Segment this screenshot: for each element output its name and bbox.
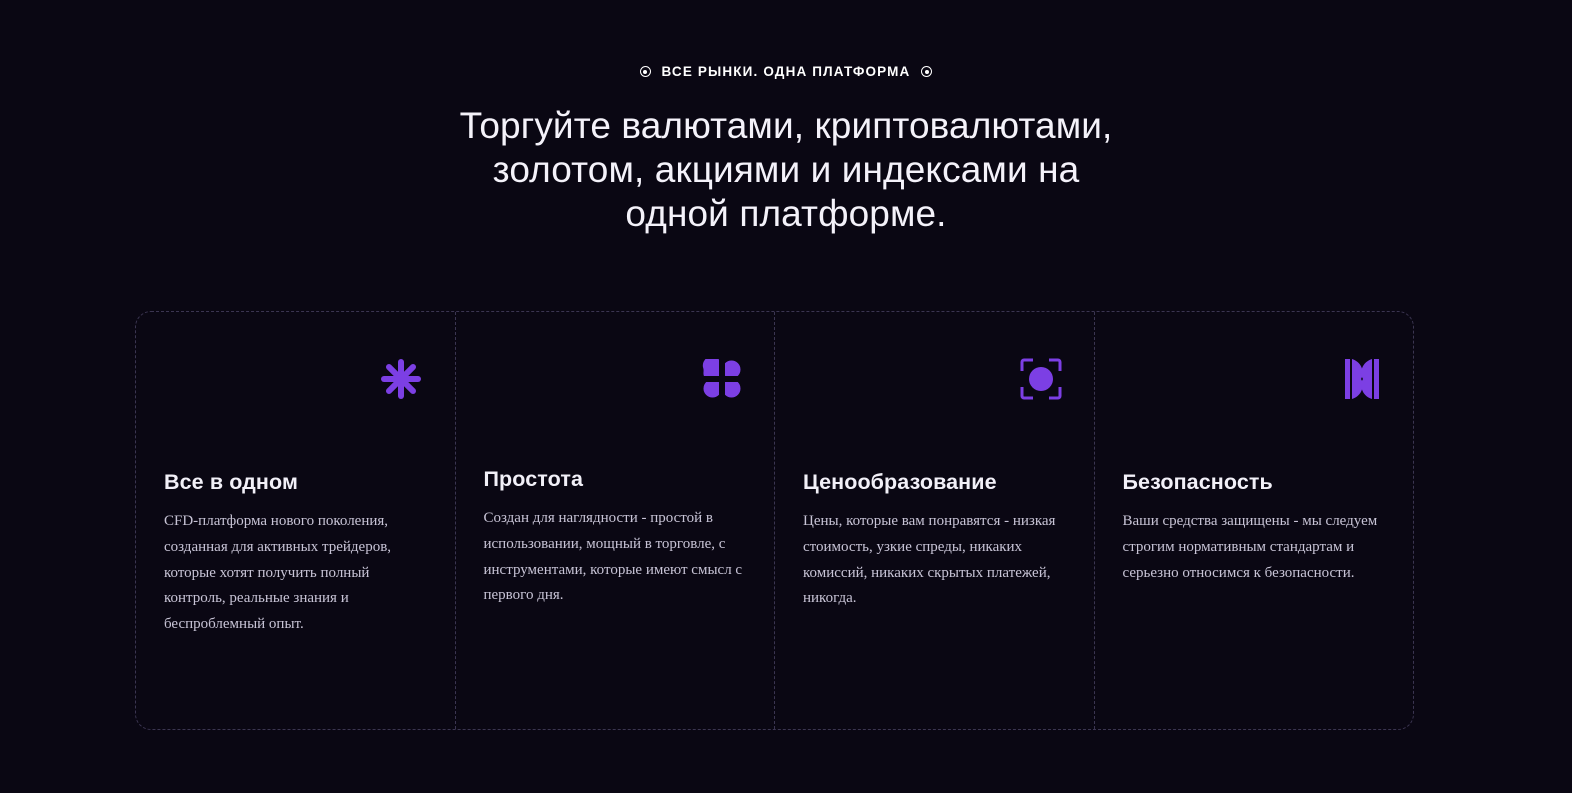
page-header [0,0,1572,236]
feature-card-text: Создан для наглядности - простой в использовании, мощный в торговле, с инструментами, которые имеют смысл с первого дня. [483,510,743,604]
feature-card-title: Все в одном [164,470,298,494]
feature-cards-container [135,311,1414,730]
feature-card-all-in-one [136,312,455,729]
feature-card-text: CFD-платформа нового поколения, созданная для активных трейдеров, которые хотят получить полный контроль, реальные знания и беспроблемный опыт. [164,513,392,633]
bracket-square-icon [803,312,1066,416]
eyebrow-label: ВСЕ РЫНКИ. ОДНА ПЛАТФОРМА [661,64,911,79]
feature-card-simplicity [455,312,775,729]
feature-card-pricing [774,312,1094,729]
feature-card-title: Безопасность [1122,470,1273,494]
feature-card-body [803,470,1066,612]
target-dot-icon-right [921,66,932,77]
four-petals-icon [484,312,747,416]
feature-card-title: Простота [483,467,584,491]
target-dot-icon-left [640,66,651,77]
eyebrow-banner [640,64,933,79]
feature-card-body [164,470,427,638]
feature-card-body [1123,470,1386,586]
feature-card-security [1094,312,1414,729]
feature-card-title: Ценообразование [803,470,997,494]
feature-card-text: Ваши средства защищены - мы следуем строгим нормативным стандартам и серьезно относимся к безопасности. [1122,513,1378,581]
feature-card-body [484,467,747,609]
page-title: Торгуйте валютами, криптовалютами, золотом, акциями и индексами на одной платформе. [459,105,1113,235]
shield-halves-icon [1123,312,1386,416]
asterisk-flower-icon [164,312,427,416]
feature-card-text: Цены, которые вам понравятся - низкая стоимость, узкие спреды, никаких комиссий, никаких скрытых платежей, никогда. [803,513,1056,607]
